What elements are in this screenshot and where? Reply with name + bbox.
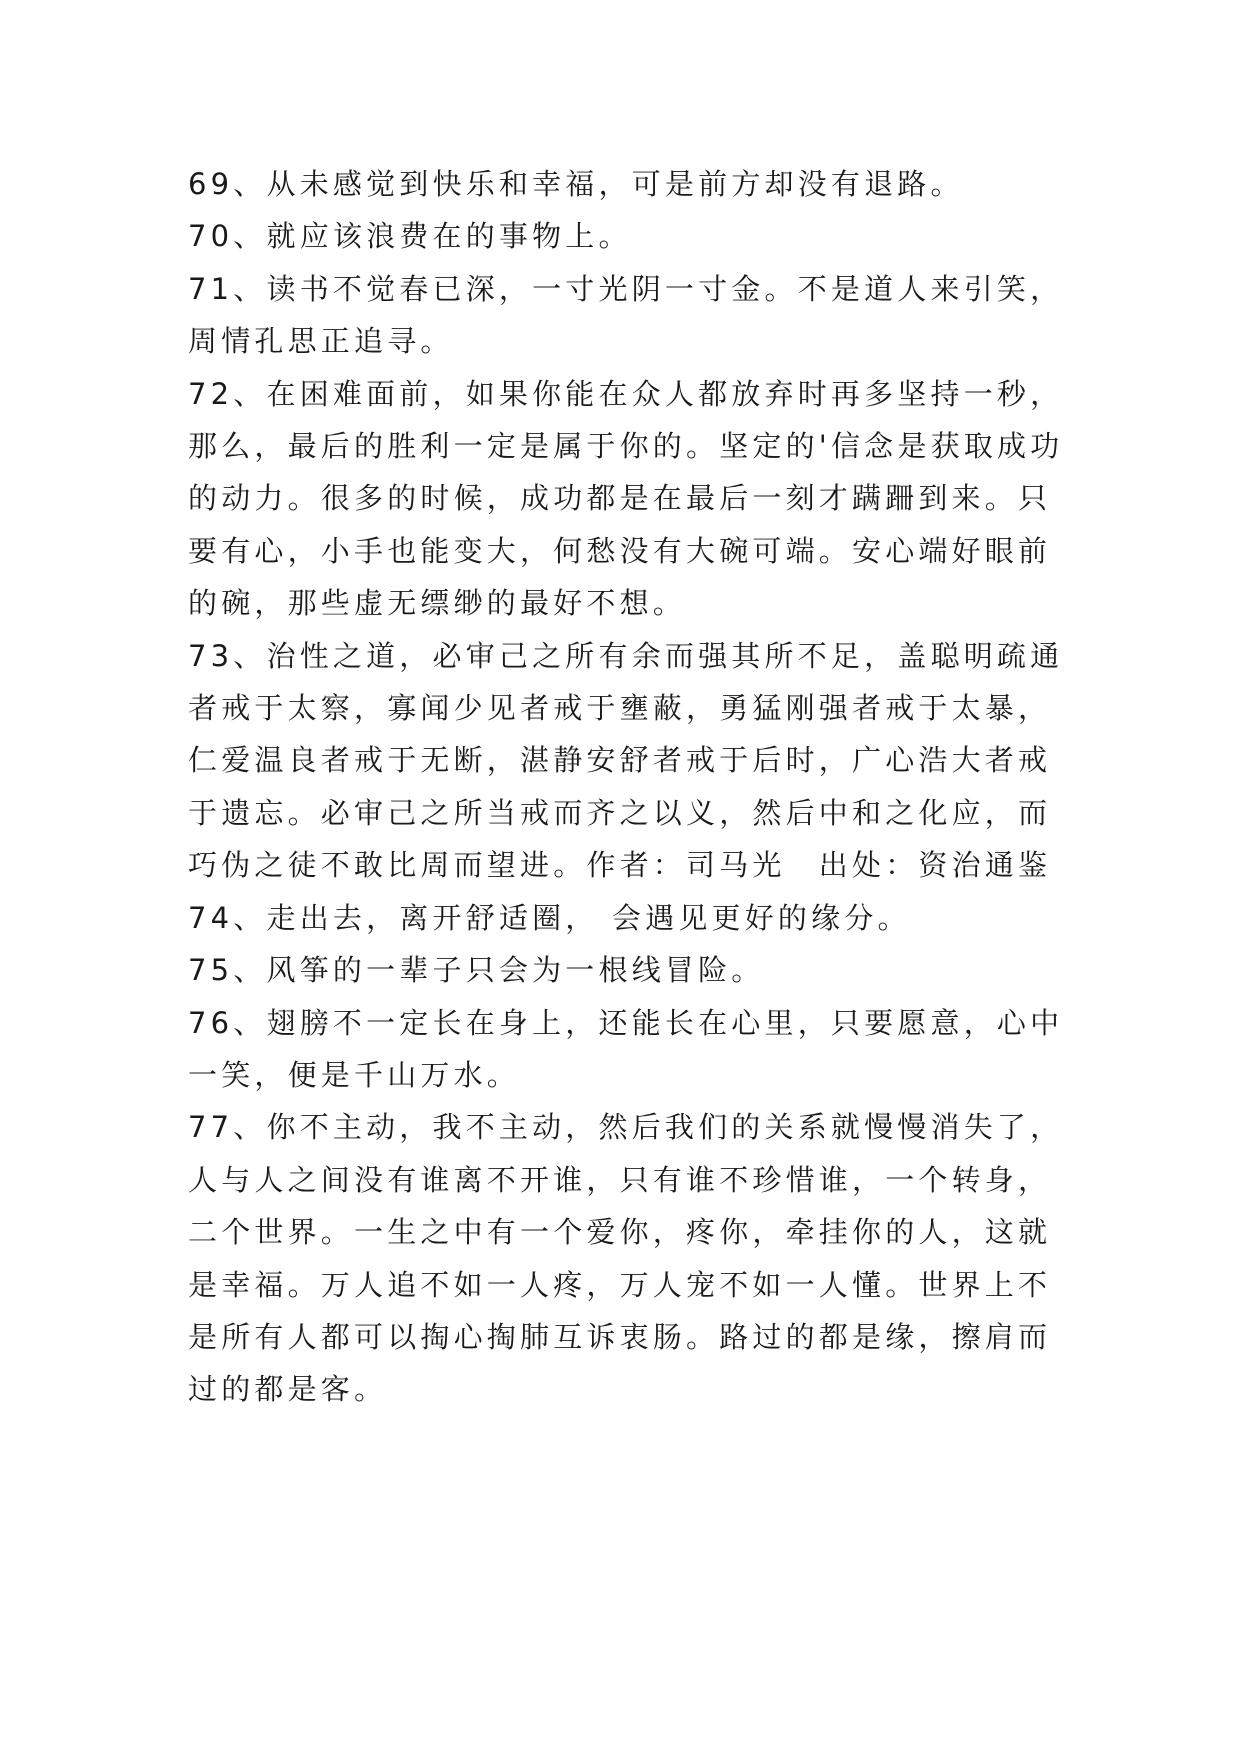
- quote-entry-73: 73、治性之道，必审己之所有余而强其所不足，盖聪明疏通者戒于太察，寡闻少见者戒于壅蔽，勇猛刚强者戒于太暴，仁爱温良者戒于无断，湛静安舒者戒于后时，广心浩大者戒于遗忘。必审己之所当戒而齐之以义，然后中和之化应，而巧伪之徒不敢比周而望进。作者：司马光 出处：资治通鉴: [188, 638, 1064, 883]
- quote-entry-69: 69、从未感觉到快乐和幸福，可是前方却没有退路。: [188, 167, 964, 201]
- quote-entry-77: 77、你不主动，我不主动，然后我们的关系就慢慢消失了，人与人之间没有谁离不开谁，只有谁不珍惜谁，一个转身，二个世界。一生之中有一个爱你，疼你，牵挂你的人，这就是幸福。万人追不如一人疼，万人宠不如一人懂。世界上不是所有人都可以掏心掏肺互诉衷肠。路过的都是缘，擦肩而过的都是客。: [188, 1110, 1064, 1407]
- document-body: [188, 158, 1068, 1416]
- quote-entry-75: 75、风筝的一辈子只会为一根线冒险。: [188, 953, 765, 988]
- quote-entry-76: 76、翅膀不一定长在身上，还能长在心里，只要愿意，心中一笑，便是千山万水。: [188, 1005, 1064, 1092]
- quote-entry-74: 74、走出去，离开舒适圈， 会遇见更好的缘分。: [188, 900, 911, 935]
- quote-entry-70: 70、就应该浪费在的事物上。: [188, 219, 632, 254]
- quote-entry-71: 71、读书不觉春已深，一寸光阴一寸金。不是道人来引笑，周情孔思正追寻。: [188, 271, 1064, 359]
- quote-entry-72: 72、在困难面前，如果你能在众人都放弃时再多坚持一秒，那么，最后的胜利一定是属于你的。坚定的'信念是获取成功的动力。很多的时候，成功都是在最后一刻才蹒跚到来。只要有心，小手也能变大，何愁没有大碗可端。安心端好眼前的碗，那些虚无缥缈的最好不想。: [188, 376, 1064, 621]
